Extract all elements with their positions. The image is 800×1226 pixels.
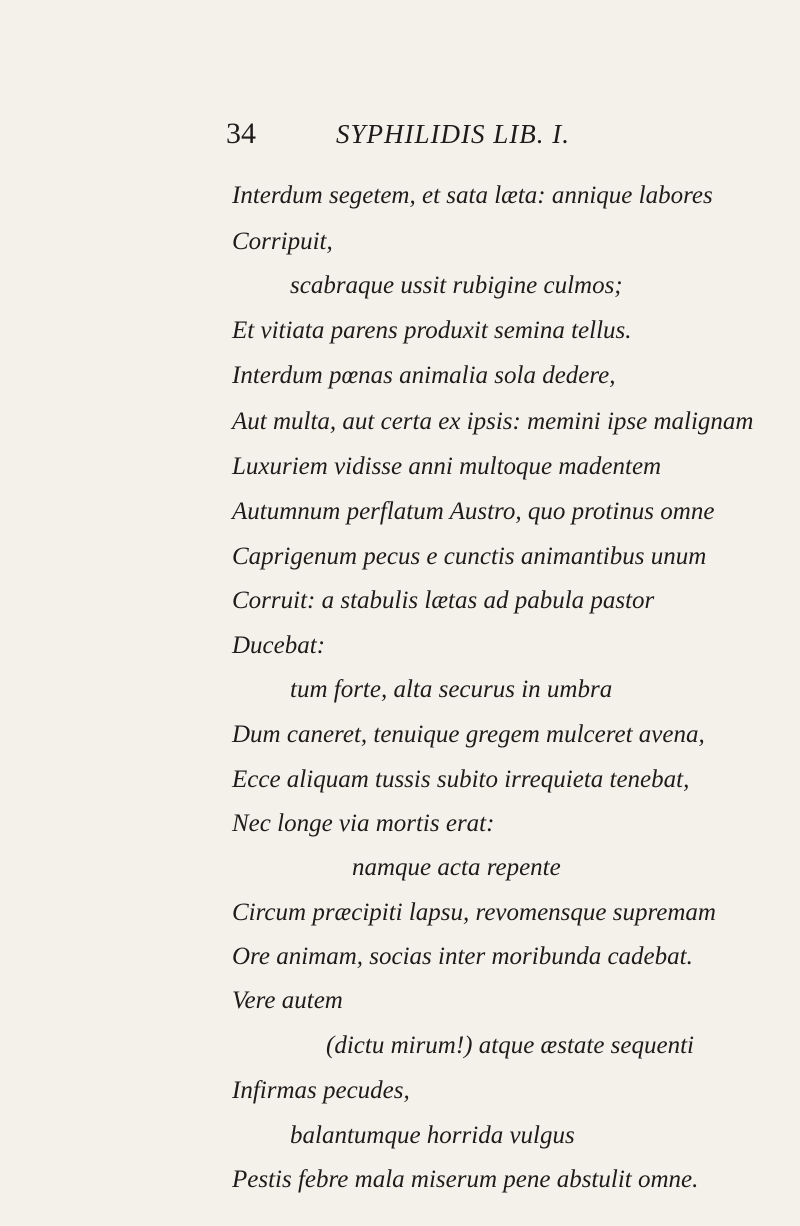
verse-line: Ore animam, socias inter moribunda cadebat.: [232, 943, 693, 970]
page-number: 34: [226, 117, 256, 150]
verse-line: balantumque horrida vulgus: [290, 1122, 575, 1149]
verse-line: Circum præcipiti lapsu, revomensque supremam: [232, 899, 716, 926]
verse-line: Corripuit,: [232, 228, 333, 255]
verse-line: tum forte, alta securus in umbra: [290, 676, 613, 703]
verse-line: Caprigenum pecus e cunctis animantibus unum: [232, 543, 707, 570]
page-header: [226, 117, 706, 157]
verse-line: Interdum pœnas animalia sola dedere,: [232, 362, 616, 389]
verse-line: Autumnum perflatum Austro, quo protinus omne: [232, 498, 715, 525]
verse-line: (dictu mirum!) atque æstate sequenti: [326, 1032, 694, 1059]
verse-line: Vere autem: [232, 987, 343, 1014]
verse-line: Nec longe via mortis erat:: [232, 810, 495, 837]
verse-line: scabraque ussit rubigine culmos;: [290, 272, 623, 299]
verse-line: Infirmas pecudes,: [232, 1077, 410, 1104]
verse-line: namque acta repente: [352, 854, 561, 881]
verse-line: Corruit: a stabulis lætas ad pabula pastor: [232, 587, 655, 614]
running-title: SYPHILIDIS LIB. I.: [336, 119, 570, 149]
verse-line: Interdum segetem, et sata læta: annique labores: [232, 182, 713, 209]
verse-line: Dum caneret, tenuique gregem mulceret avena,: [232, 721, 705, 748]
verse-line: Luxuriem vidisse anni multoque madentem: [232, 453, 662, 480]
verse-line: Et vitiata parens produxit semina tellus.: [232, 317, 632, 344]
verse-line: Ducebat:: [232, 632, 326, 659]
verse-line: Aut multa, aut certa ex ipsis: memini ipse malignam: [232, 408, 754, 435]
verse-line: Ecce aliquam tussis subito irrequieta tenebat,: [232, 766, 690, 793]
verse-line: Pestis febre mala miserum pene abstulit omne.: [232, 1166, 699, 1193]
